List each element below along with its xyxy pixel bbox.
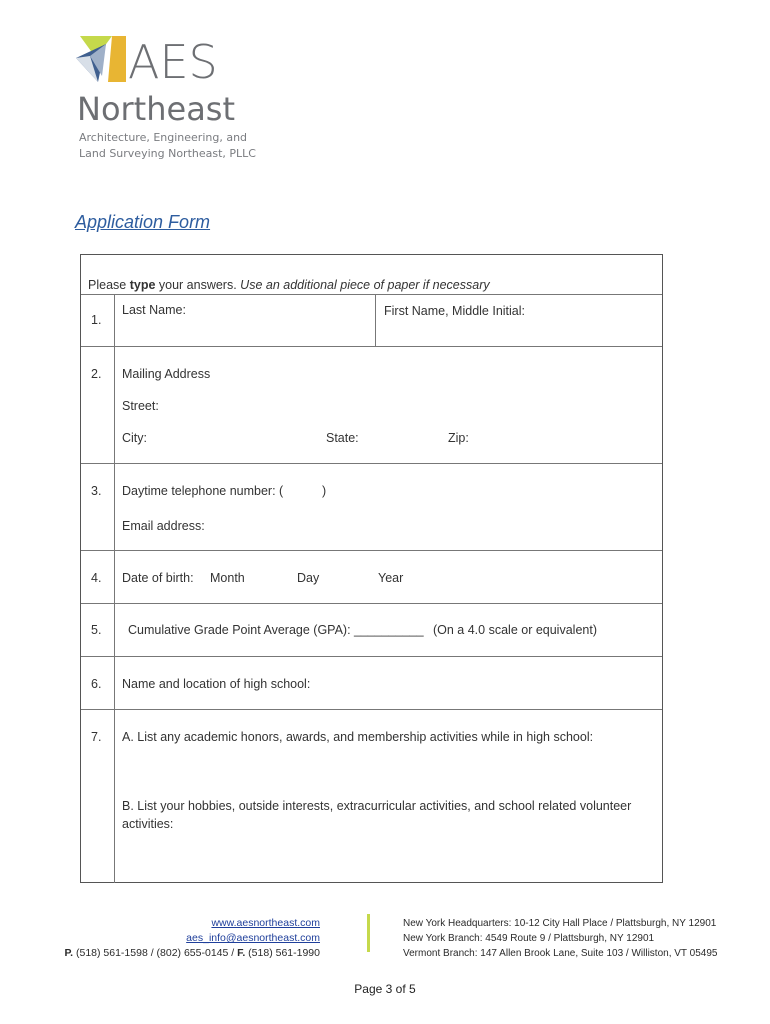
gpa-note: (On a 4.0 scale or equivalent): [433, 623, 597, 637]
page-number: Page 3 of 5: [354, 982, 416, 996]
row-number: 2.: [91, 367, 102, 381]
logo-name: Northeast: [77, 90, 236, 128]
street-field[interactable]: Street:: [122, 399, 159, 413]
email-link[interactable]: aes_info@aesnortheast.com: [186, 932, 320, 944]
row-number: 6.: [91, 677, 102, 691]
footer-hq: New York Headquarters: 10-12 City Hall Place / Plattsburgh, NY 12901: [403, 918, 717, 929]
dob-month-field[interactable]: Month: [210, 571, 245, 585]
last-name-field[interactable]: Last Name:: [122, 303, 186, 317]
logo-tagline-line2: Land Surveying Northeast, PLLC: [79, 147, 256, 160]
row-number: 7.: [91, 730, 102, 744]
email-field[interactable]: Email address:: [122, 519, 205, 533]
phone-field[interactable]: Daytime telephone number: (: [122, 484, 284, 498]
logo-brand: AES: [128, 35, 218, 89]
form-instructions-row: [81, 255, 662, 295]
state-field[interactable]: State:: [326, 431, 359, 445]
form-row-5: [81, 603, 662, 657]
row-number: 4.: [91, 571, 102, 585]
mailing-address-label: Mailing Address: [122, 367, 211, 381]
website-link[interactable]: www.aesnortheast.com: [211, 917, 320, 929]
row-number: 1.: [91, 313, 102, 327]
footer-contact: [64, 916, 320, 961]
row-number: 5.: [91, 623, 102, 637]
hobbies-field-continued: activities:: [122, 817, 174, 831]
form-row-3: [81, 463, 662, 551]
form-row-4: [81, 550, 662, 604]
dob-day-field[interactable]: Day: [297, 571, 320, 585]
row-number: 3.: [91, 484, 102, 498]
high-school-field[interactable]: Name and location of high school:: [122, 677, 311, 691]
logo-tagline: [79, 130, 279, 162]
application-form-table: [80, 254, 663, 883]
hobbies-field[interactable]: B. List your hobbies, outside interests, extracurricular activities, and school related volunteer: [122, 799, 632, 813]
dob-year-field[interactable]: Year: [378, 571, 404, 585]
dob-label: Date of birth:: [122, 571, 194, 585]
company-logo: [76, 36, 256, 166]
logo-tagline-line1: Architecture, Engineering, and: [79, 131, 248, 144]
footer-divider: [367, 914, 370, 952]
phone-close-paren: ): [322, 484, 327, 498]
gpa-field[interactable]: Cumulative Grade Point Average (GPA): __________: [128, 623, 424, 637]
footer-branch-vt: Vermont Branch: 147 Allen Brook Lane, Suite 103 / Williston, VT 05495: [403, 948, 718, 959]
form-row-2: [81, 346, 662, 464]
form-row-1: [81, 294, 662, 347]
honors-awards-field[interactable]: A. List any academic honors, awards, and membership activities while in high school:: [122, 730, 594, 744]
footer-addresses: [403, 916, 717, 961]
footer-phones: P. (518) 561-1598 / (802) 655-0145 / F. (518) 561-1990: [64, 947, 320, 959]
aes-logo-mark-icon: [76, 36, 128, 84]
zip-field[interactable]: Zip:: [448, 431, 469, 445]
form-title: Application Form: [75, 212, 211, 232]
footer-branch-ny: New York Branch: 4549 Route 9 / Plattsburgh, NY 12901: [403, 933, 655, 944]
first-name-field[interactable]: First Name, Middle Initial:: [384, 304, 526, 318]
form-row-7: [81, 709, 662, 883]
city-field[interactable]: City:: [122, 431, 147, 445]
form-row-6: [81, 656, 662, 710]
form-instructions: Please type your answers. Use an additional piece of paper if necessary: [88, 278, 490, 292]
